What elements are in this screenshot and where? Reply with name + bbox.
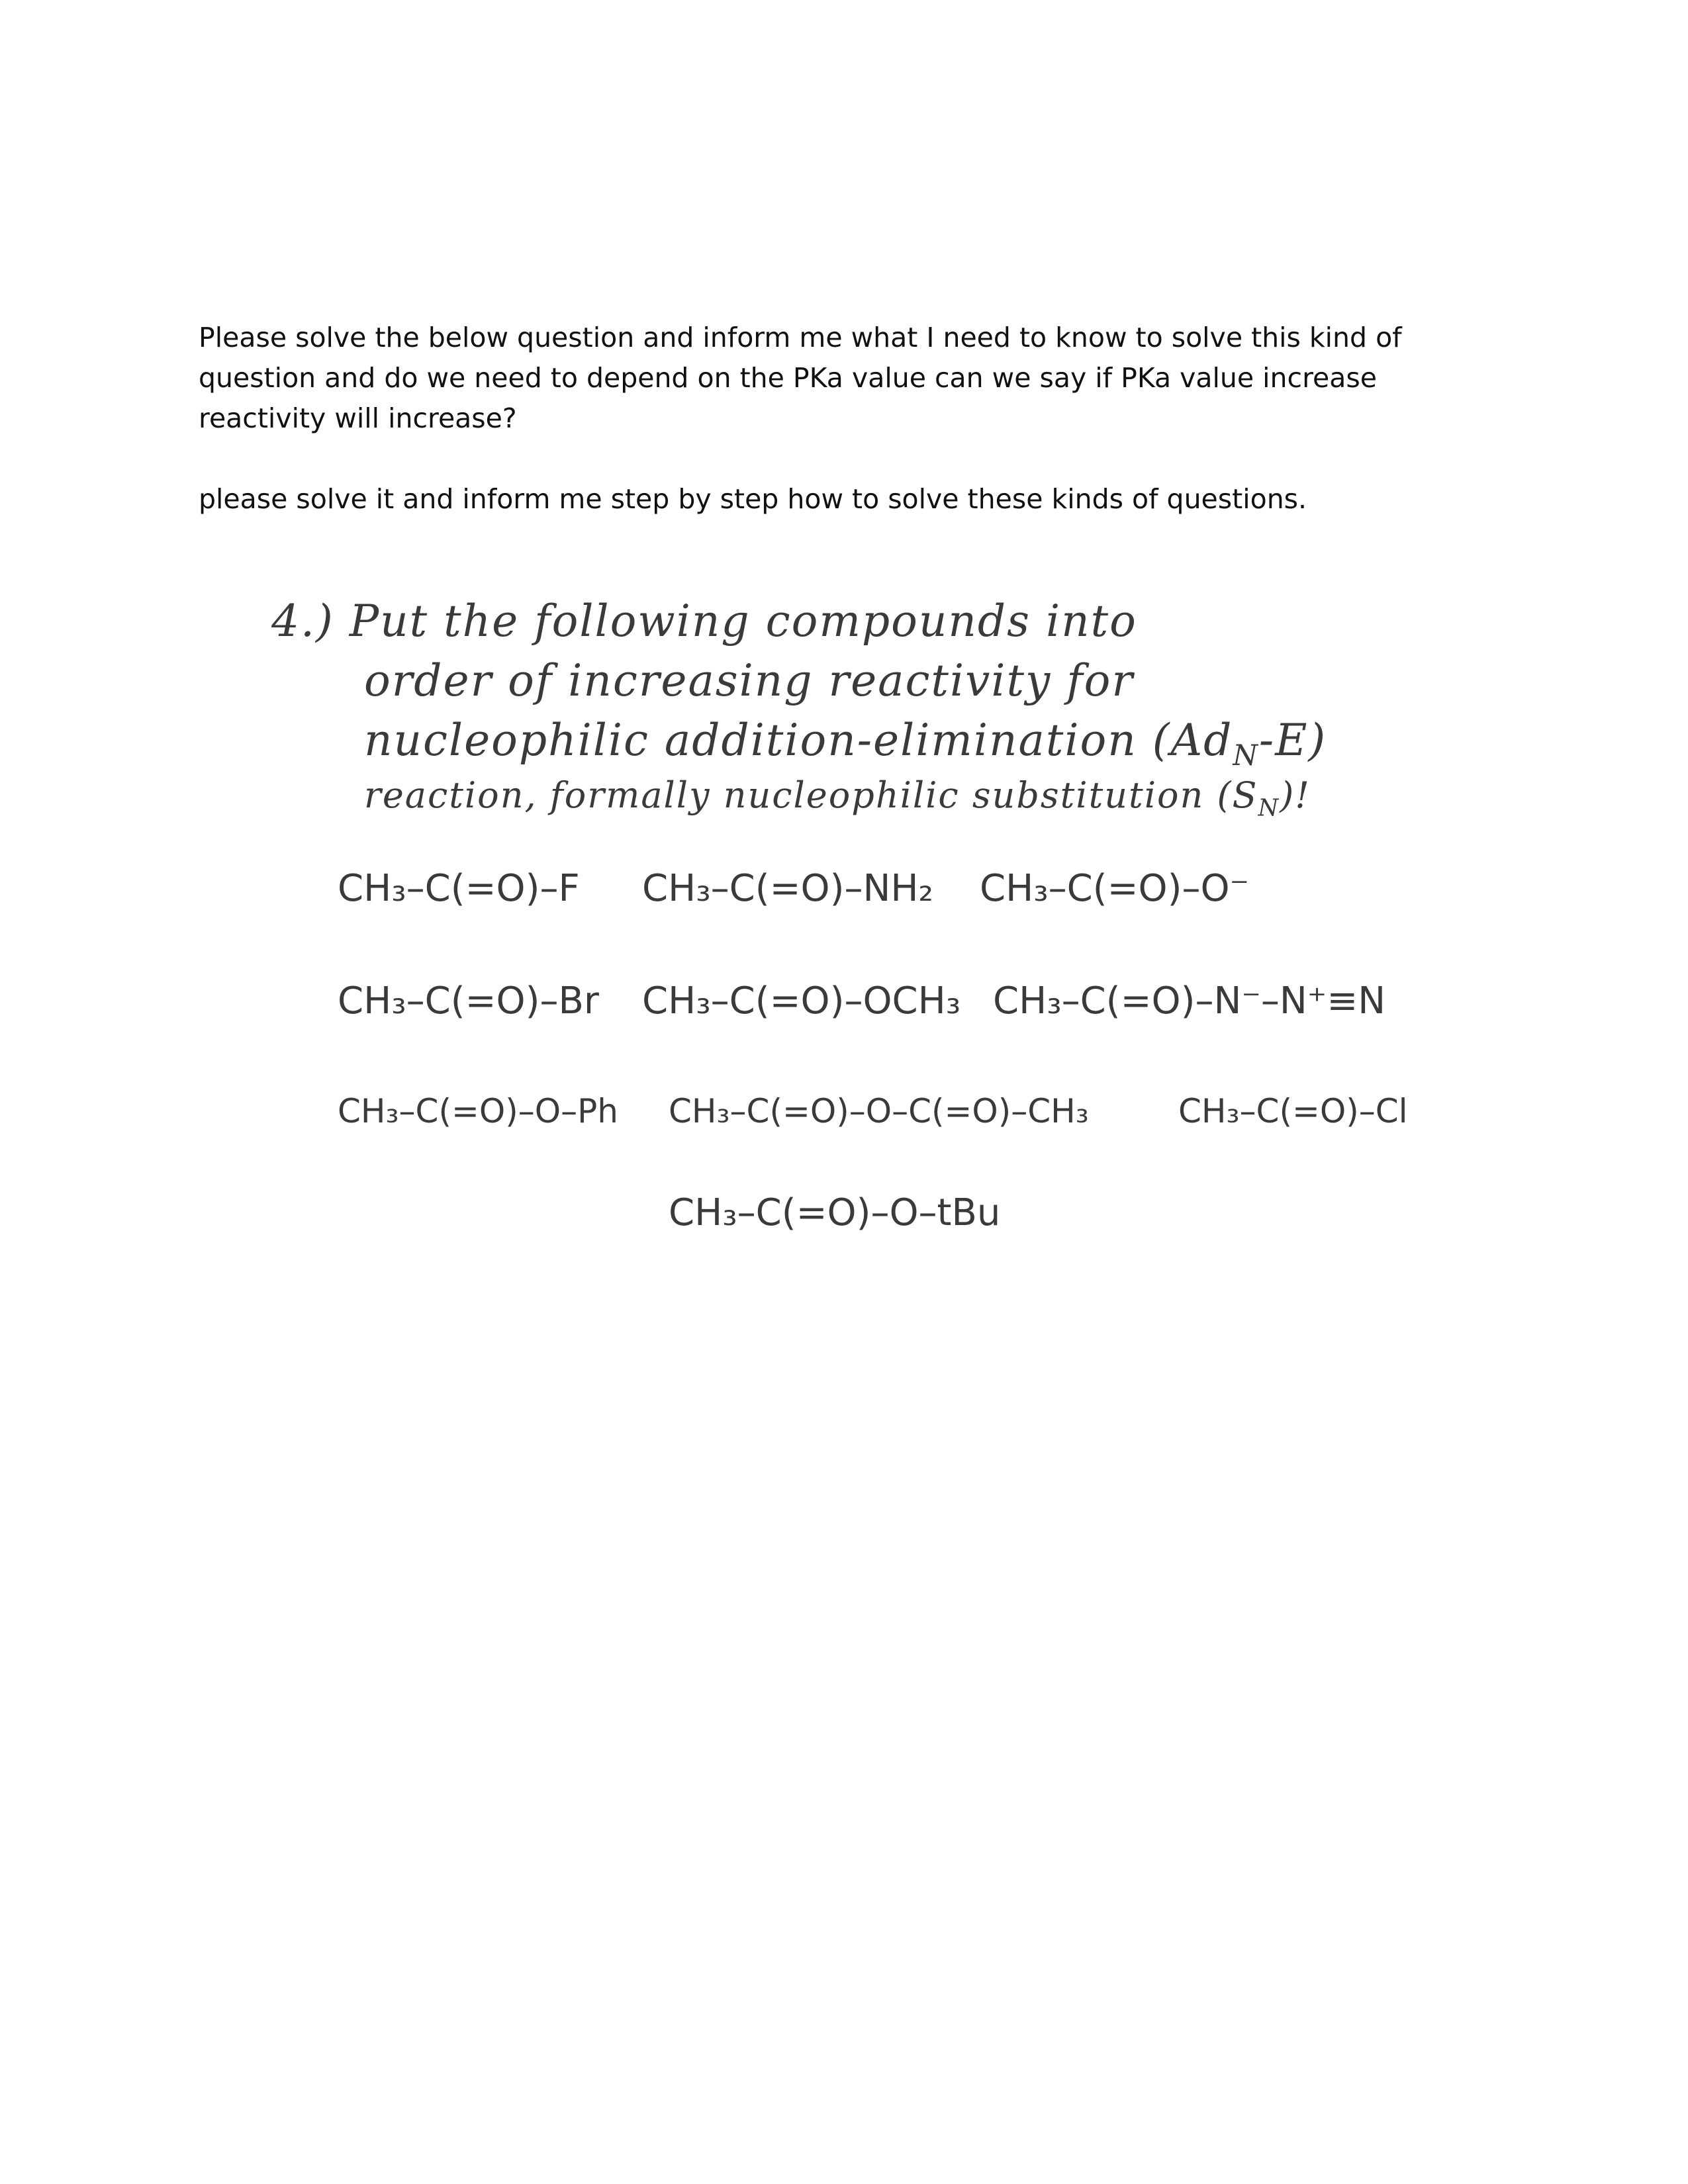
question-paragraph: Please solve the below question and inform me what I need to know to solve this kind of question and do we need to depend on the PKa value can we say if PKa value increase reactivity will increase? bbox=[199, 322, 1402, 434]
compound-acetyl-fluoride: CH₃–C(=O)–F bbox=[338, 867, 580, 910]
problem-line-3 bbox=[364, 715, 1327, 772]
request-paragraph: please solve it and inform me step by step how to solve these kinds of questions. bbox=[199, 483, 1307, 515]
problem-line-4-end: )! bbox=[1280, 774, 1311, 816]
compound-acetyl-chloride: CH₃–C(=O)–Cl bbox=[1178, 1092, 1408, 1130]
compound-acetyl-azide: CH₃–C(=O)–N⁻–N⁺≡N bbox=[993, 979, 1386, 1023]
handwritten-problem bbox=[258, 596, 1489, 1310]
compound-acetate: CH₃–C(=O)–O⁻ bbox=[980, 867, 1250, 910]
compound-acetamide: CH₃–C(=O)–NH₂ bbox=[642, 867, 933, 910]
question-text bbox=[199, 318, 1509, 560]
compound-phenyl-acetate: CH₃–C(=O)–O–Ph bbox=[338, 1092, 618, 1130]
problem-line-4 bbox=[364, 774, 1311, 821]
problem-line-4-text: reaction, formally nucleophilic substitution (S bbox=[364, 774, 1258, 816]
problem-line-3-subscript: N bbox=[1233, 739, 1259, 772]
problem-line-2: order of increasing reactivity for bbox=[364, 655, 1134, 706]
problem-line-3-text: nucleophilic addition-elimination (Ad bbox=[364, 715, 1233, 766]
compound-methyl-acetate: CH₃–C(=O)–OCH₃ bbox=[642, 979, 961, 1023]
problem-line-1: 4.) Put the following compounds into bbox=[271, 596, 1137, 647]
compound-acetyl-bromide: CH₃–C(=O)–Br bbox=[338, 979, 599, 1023]
problem-line-3-end: -E) bbox=[1258, 715, 1327, 766]
compound-tert-butyl-acetate: CH₃–C(=O)–O–tBu bbox=[669, 1191, 1001, 1234]
compound-acetic-anhydride: CH₃–C(=O)–O–C(=O)–CH₃ bbox=[669, 1092, 1089, 1130]
problem-line-4-subscript: N bbox=[1258, 794, 1280, 822]
